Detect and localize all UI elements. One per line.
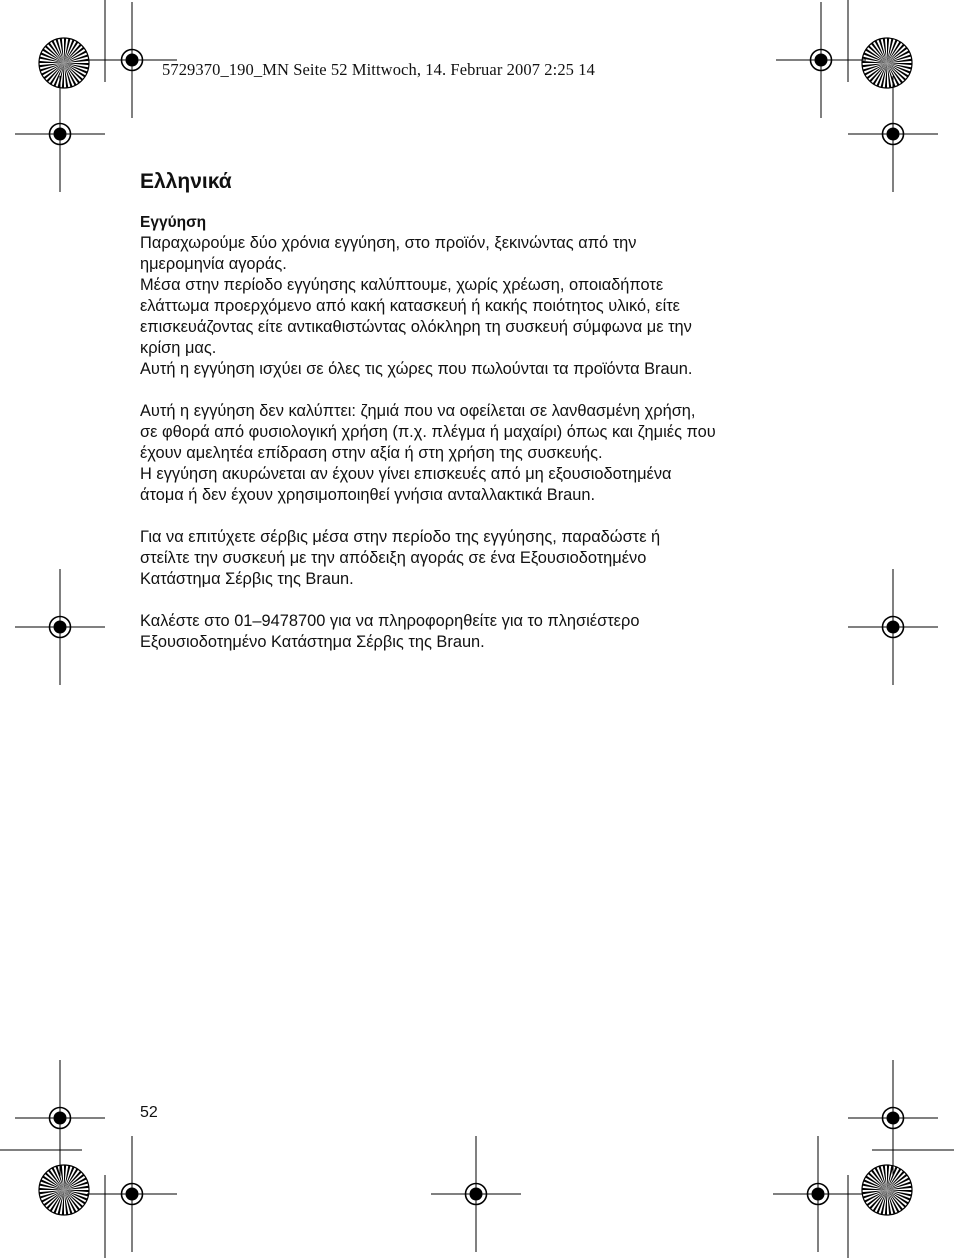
text-line: Μέσα στην περίοδο εγγύησης καλύπτουμε, χωρίς χρέωση, οποιαδήποτε <box>140 276 664 294</box>
text-line: Εξουσιοδοτημένο Κατάστημα Σέρβις της Braun. <box>140 633 485 651</box>
crosshair-mark <box>848 569 938 685</box>
text-line: στείλτε την συσκευή με την απόδειξη αγοράς σε ένα Εξουσιοδοτημένο <box>140 549 647 567</box>
text-line: Αυτή η εγγύηση ισχύει σε όλες τις χώρες που πωλούνται τα προϊόντα Braun. <box>140 360 693 378</box>
text-line: επισκευάζοντας είτε αντικαθιστώντας ολόκληρη τη συσκευή σύμφωνα με την <box>140 318 692 336</box>
paragraph-gap <box>140 506 830 527</box>
crosshair-mark <box>15 569 105 685</box>
paragraph <box>140 527 830 590</box>
crosshair-mark <box>773 1136 863 1252</box>
paragraph-gap <box>140 590 830 611</box>
paragraph <box>140 401 830 506</box>
warranty-content <box>140 212 830 653</box>
crosshair-mark <box>87 1136 177 1252</box>
page-title: Ελληνικά <box>140 170 232 193</box>
paragraph-gap <box>140 380 830 401</box>
text-line: Καλέστε στο 01–9478700 για να πληροφορηθείτε για το πλησιέστερο <box>140 612 640 630</box>
crosshair-mark <box>431 1136 521 1252</box>
crosshair-mark <box>776 2 866 118</box>
text-line: ελάττωμα προερχόμενο από κακή κατασκευή ή κακής ποιότητος υλικό, είτε <box>140 297 680 315</box>
text-line: Αυτή η εγγύηση δεν καλύπτει: ζημιά που να οφείλεται σε λανθασμένη χρήση, <box>140 402 696 420</box>
crosshair-mark <box>848 1060 938 1176</box>
text-line: σε φθορά από φυσιολογική χρήση (π.χ. πλέγμα ή μαχαίρι) όπως και ζημιές που <box>140 423 716 441</box>
star-target-mark <box>862 1165 912 1215</box>
crosshair-mark <box>848 76 938 192</box>
crosshair-mark <box>15 1060 105 1176</box>
star-target-mark <box>39 38 89 88</box>
star-target-mark <box>862 38 912 88</box>
crosshair-mark <box>15 76 105 192</box>
text-line: Κατάστημα Σέρβις της Braun. <box>140 570 354 588</box>
page-number: 52 <box>140 1104 158 1121</box>
text-line: έχουν αμελητέα επίδραση στην αξία ή στη χρήση της συσκευής. <box>140 444 603 462</box>
star-target-mark <box>39 1165 89 1215</box>
text-line: Παραχωρούμε δύο χρόνια εγγύηση, στο προϊόν, ξεκινώντας από την <box>140 234 637 252</box>
section-heading: Εγγύηση <box>140 214 207 231</box>
text-line: κρίση μας. <box>140 339 217 357</box>
text-line: Η εγγύηση ακυρώνεται αν έχουν γίνει επισκευές από μη εξουσιοδοτημένα <box>140 465 672 483</box>
text-line: ημερομηνία αγοράς. <box>140 255 287 273</box>
paragraph-list <box>140 233 830 653</box>
paragraph <box>140 233 830 380</box>
print-slug-line: 5729370_190_MN Seite 52 Mittwoch, 14. Februar 2007 2:25 14 <box>162 60 595 79</box>
text-line: Για να επιτύχετε σέρβις μέσα στην περίοδο της εγγύησης, παραδώστε ή <box>140 528 661 546</box>
text-line: άτομα ή δεν έχουν χρησιμοποιηθεί γνήσια ανταλλακτικά Braun. <box>140 486 596 504</box>
paragraph <box>140 611 830 653</box>
